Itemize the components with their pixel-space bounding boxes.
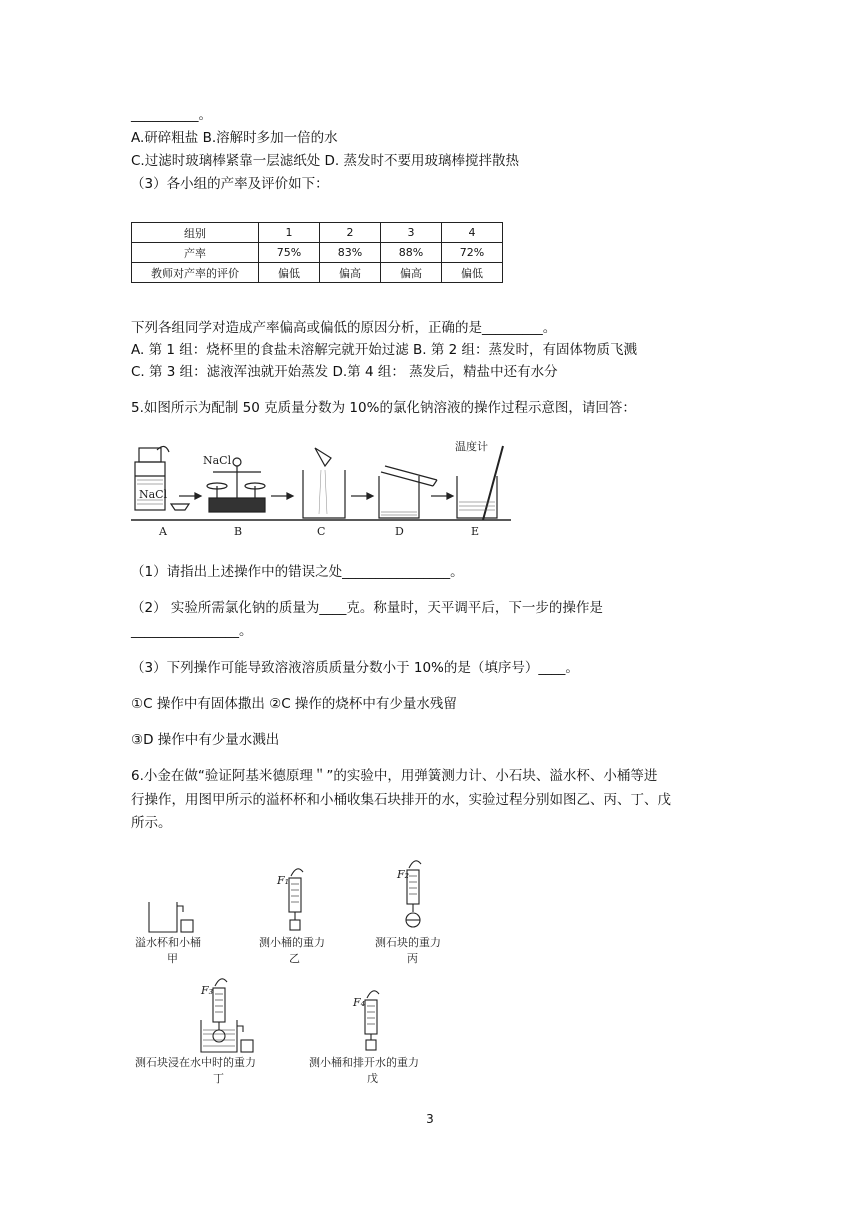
table-row bbox=[132, 243, 503, 263]
beaker-d bbox=[379, 476, 419, 518]
table-cell: 3 bbox=[381, 223, 442, 243]
question-6-line-3: 所示。 bbox=[131, 815, 172, 831]
archimedes-figure bbox=[131, 850, 461, 1090]
analysis-options-cd: C. 第 3 组：滤液浑浊就开始蒸发 D.第 4 组： 蒸发后，精盐中还有水分 bbox=[131, 364, 558, 380]
beaker-c bbox=[303, 470, 345, 518]
label-wu: 戊 bbox=[367, 1072, 378, 1085]
question-3-intro: （3）各小组的产率及评价如下： bbox=[131, 176, 329, 192]
table-cell: 4 bbox=[442, 223, 503, 243]
table-cell: 2 bbox=[320, 223, 381, 243]
table-cell: 88% bbox=[381, 243, 442, 263]
nacl-label: NaCl bbox=[203, 454, 232, 467]
question-6-line-2: 行操作，用图甲所示的溢杯杯和小桶收集石块排开的水，实验过程分别如图乙、丙、丁、戊 bbox=[131, 792, 671, 808]
question-5-options-2: ③D 操作中有少量水溅出 bbox=[131, 732, 280, 748]
nacl-jar-label: NaCl bbox=[139, 488, 168, 501]
answer-blank: __________。 bbox=[131, 107, 212, 123]
force-label-f2: F₂ bbox=[397, 868, 410, 881]
page-number: 3 bbox=[426, 1112, 434, 1126]
question-5-part-1: （1）请指出上述操作中的错误之处________________。 bbox=[131, 564, 464, 580]
table-cell: 教师对产率的评价 bbox=[132, 263, 259, 283]
caption-jia: 溢水杯和小桶 bbox=[135, 936, 201, 949]
small-bucket bbox=[181, 920, 193, 932]
table-cell: 偏低 bbox=[442, 263, 503, 283]
balance bbox=[209, 498, 265, 512]
figure-label-c: C bbox=[317, 525, 326, 538]
question-5-part-2b: ________________。 bbox=[131, 623, 253, 639]
reagent-jar bbox=[135, 462, 165, 510]
option-line-cd: C.过滤时玻璃棒紧靠一层滤纸处 D. 蒸发时不要用玻璃棒搅拌散热 bbox=[131, 153, 519, 169]
beaker-e bbox=[457, 476, 497, 518]
yield-table bbox=[131, 222, 503, 283]
analysis-options-ab: A. 第 1 组：烧杯里的食盐未溶解完就开始过滤 B. 第 2 组：蒸发时，有固体物质飞溅 bbox=[131, 342, 638, 358]
label-ding: 丁 bbox=[213, 1072, 224, 1085]
question-5-part-2a: （2） 实验所需氯化钠的质量为____克。称量时，天平调平后，下一步的操作是 bbox=[131, 600, 603, 616]
table-row bbox=[132, 263, 503, 283]
caption-wu: 测小桶和排开水的重力 bbox=[309, 1056, 419, 1069]
caption-yi: 测小桶的重力 bbox=[259, 936, 325, 949]
table-cell: 偏高 bbox=[320, 263, 381, 283]
figure-label-e: E bbox=[471, 525, 480, 538]
label-jia: 甲 bbox=[167, 952, 178, 965]
force-label-f3: F₃ bbox=[201, 984, 214, 997]
spring-scale-wu bbox=[365, 1000, 377, 1034]
table-cell: 产率 bbox=[132, 243, 259, 263]
thermometer-label: 温度计 bbox=[455, 440, 488, 453]
force-label-f4: F₄ bbox=[353, 996, 366, 1009]
question-5-options-1: ①C 操作中有固体撒出 ②C 操作的烧杯中有少量水残留 bbox=[131, 696, 457, 712]
table-cell: 偏高 bbox=[381, 263, 442, 283]
figure-label-d: D bbox=[395, 525, 404, 538]
question-5-intro: 5.如图所示为配制 50 克质量分数为 10%的氯化钠溶液的操作过程示意图，请回答： bbox=[131, 400, 636, 416]
figure-label-a: A bbox=[159, 525, 167, 538]
analysis-question: 下列各组同学对造成产率偏高或偏低的原因分析，正确的是_________。 bbox=[131, 320, 557, 336]
question-5-part-3: （3）下列操作可能导致溶液溶质质量分数小于 10%的是（填序号）____。 bbox=[131, 660, 579, 676]
option-line-ab: A.研碎粗盐 B.溶解时多加一倍的水 bbox=[131, 130, 338, 146]
table-row bbox=[132, 223, 503, 243]
spring-scale-ding bbox=[213, 988, 225, 1022]
caption-bing: 测石块的重力 bbox=[375, 936, 441, 949]
question-6-line-1: 6.小金在做“验证阿基米德原理＂”的实验中，用弹簧测力计、小石块、溢水杯、小桶等进 bbox=[131, 768, 658, 784]
label-bing: 丙 bbox=[407, 952, 418, 965]
table-cell: 偏低 bbox=[259, 263, 320, 283]
thermometer bbox=[483, 446, 503, 520]
table-cell: 83% bbox=[320, 243, 381, 263]
spring-scale-yi bbox=[289, 878, 301, 912]
label-yi: 乙 bbox=[289, 952, 300, 965]
caption-ding: 测石块浸在水中时的重力 bbox=[135, 1056, 256, 1069]
table-cell: 72% bbox=[442, 243, 503, 263]
solution-preparation-figure bbox=[131, 440, 511, 540]
overflow-cup bbox=[149, 902, 177, 932]
table-cell: 组别 bbox=[132, 223, 259, 243]
table-cell: 1 bbox=[259, 223, 320, 243]
force-label-f1: F₁ bbox=[277, 874, 290, 887]
figure-label-b: B bbox=[234, 525, 243, 538]
table-cell: 75% bbox=[259, 243, 320, 263]
dish bbox=[171, 504, 189, 510]
